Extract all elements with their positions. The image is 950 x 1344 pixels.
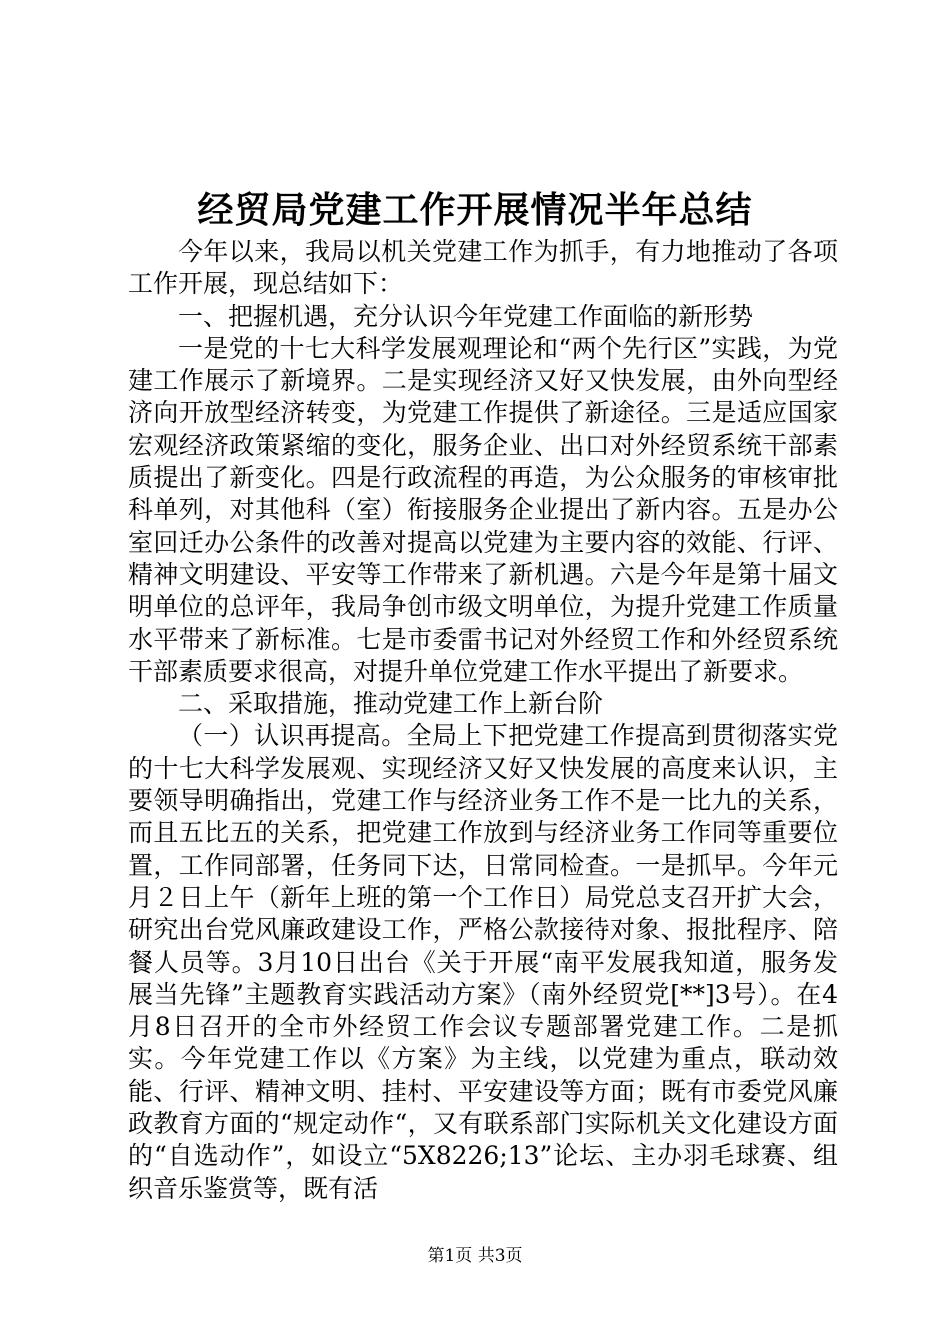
section-heading-1: 一、把握机遇，充分认识今年党建工作面临的新形势 (178, 301, 754, 331)
document-title: 经贸局党建工作开展情况半年总结 (197, 189, 753, 231)
intro-paragraph: 今年以来，我局以机关党建工作为抓手，有力地推动了各项工作开展，现总结如下： (128, 237, 838, 299)
body-paragraph: （一）认识再提高。全局上下把党建工作提高到贯彻落实党的十七大科学发展观、实现经济又好又快发展的高度来认识，主要领导明确指出，党建工作与经济业务工作不是一比九的关系，而且五比五的关系，把党建工作放到与经济业务工作同等重要位置，工作同部署，任务同下达，日常同检查。一是抓早。今年元月２日上午（新年上班的第一个工作日）局党总支召开扩大会，研究出台党风廉政建设工作，严格公款接待对象、报批程序、陪餐人员等。3月10日出台《关于开展“南平发展我知道，服务发展当先锋”主题教育实践活动方案》（南外经贸党[**]3号）。在4月8日召开的全市外经贸工作会议专题部署党建工作。二是抓实。今年党建工作以《方案》为主线，以党建为重点，联动效能、行评、精神文明、挂村、平安建设等方面；既有市委党风廉政教育方面的“规定动作“，又有联系部门实际机关文化建设方面的“自选动作”，如设立“5X8226;13”论坛、主办羽毛球赛、组织音乐鉴赏等，既有活 (128, 721, 838, 1203)
page-number-footer: 第1页 共3页 (427, 1246, 523, 1266)
document-body (128, 236, 838, 1205)
section-heading-2: 二、采取措施，推动党建工作上新台阶 (178, 689, 604, 719)
body-paragraph: 一是党的十七大科学发展观理论和“两个先行区”实践，为党建工作展示了新境界。二是实现经济又好又快发展，由外向型经济向开放型经济转变，为党建工作提供了新途径。三是适应国家宏观经济政策紧缩的变化，服务企业、出口对外经贸系统干部素质提出了新变化。四是行政流程的再造，为公众服务的审核审批科单列，对其他科（室）衔接服务企业提出了新内容。五是办公室回迁办公条件的改善对提高以党建为主要内容的效能、行评、精神文明建设、平安等工作带来了新机遇。六是今年是第十届文明单位的总评年，我局争创市级文明单位，为提升党建工作质量水平带来了新标准。七是市委雷书记对外经贸工作和外经贸系统干部素质要求很高，对提升单位党建工作水平提出了新要求。 (128, 333, 838, 686)
